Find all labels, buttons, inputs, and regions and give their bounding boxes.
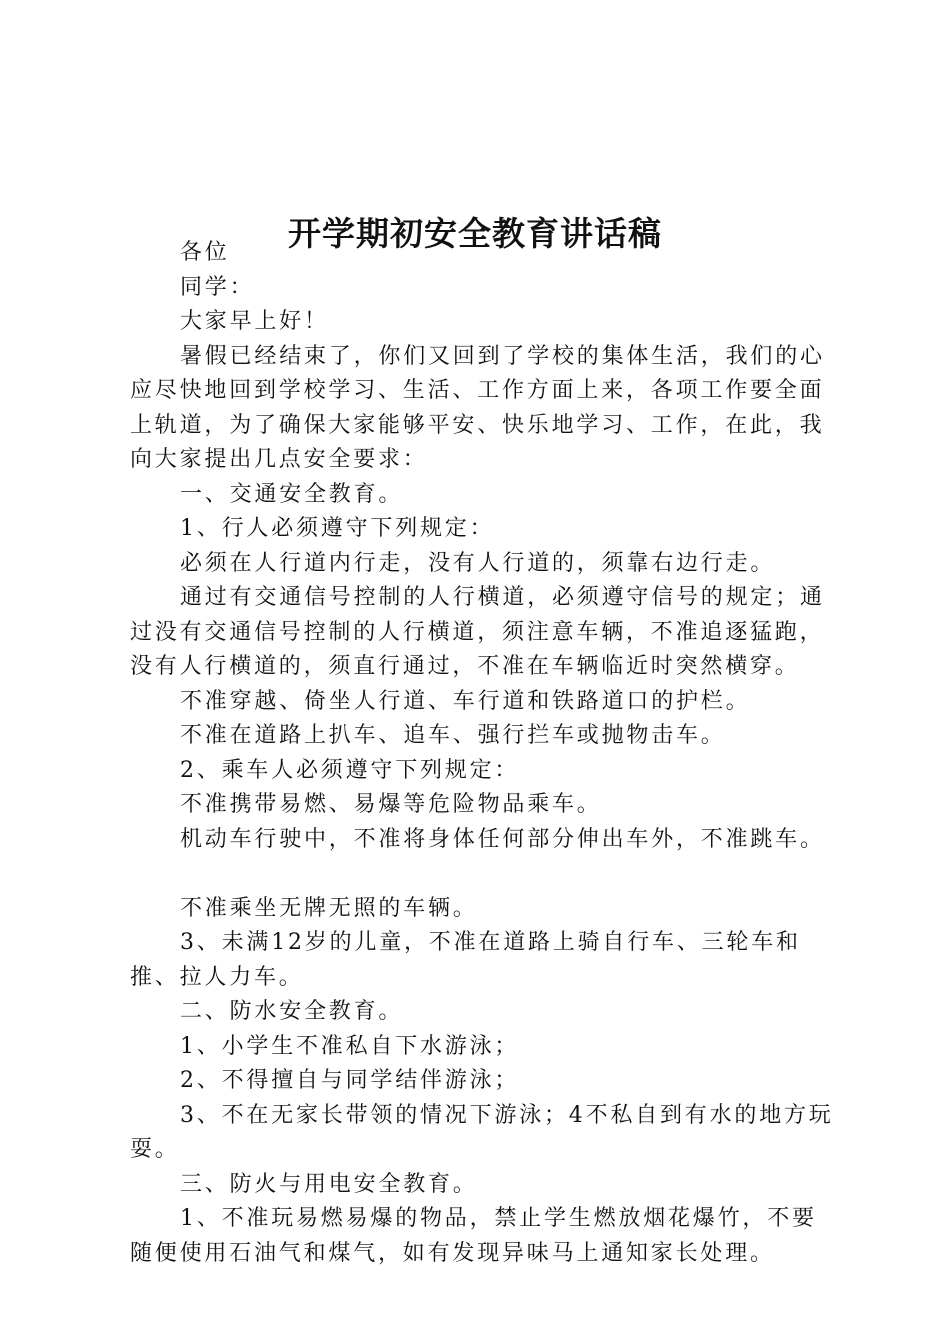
- paragraph: 1、不准玩易燃易爆的物品，禁止学生燃放烟花爆竹，不要随便使用石油气和煤气，如有发现异味马上通知家长处理。: [130, 1206, 817, 1266]
- section-heading-traffic: 一、交通安全教育。: [180, 481, 404, 507]
- paragraph: 不准在道路上扒车、追车、强行拦车或抛物击车。: [180, 723, 726, 748]
- intro-paragraph: 暑假已经结束了，你们又回到了学校的集体生活，我们的心应尽快地回到学校学习、生活、工作方面上来，各项工作要全面上轨道，为了确保大家能够平安、快乐地学习、工作，在此，我向大家提出几点安全要求：: [130, 343, 825, 472]
- paragraph: 3、未满12岁的儿童，不准在道路上骑自行车、三轮车和推、拉人力车。: [130, 930, 801, 990]
- blank-line: [130, 857, 838, 892]
- greeting-line-2: 同学：: [180, 274, 255, 300]
- paragraph: 2、不得擅自与同学结伴游泳；: [180, 1068, 520, 1093]
- paragraph: 1、小学生不准私自下水游泳；: [180, 1033, 520, 1059]
- paragraph: 必须在人行道内行走，没有人行道的，须靠右边行走。: [180, 550, 776, 576]
- paragraph: 不准穿越、倚坐人行道、车行道和铁路道口的护栏。: [180, 688, 751, 714]
- paragraph: 机动车行驶中，不准将身体任何部分伸出车外，不准跳车。: [180, 826, 825, 852]
- section-heading-fire: 三、防火与用电安全教育。: [180, 1171, 478, 1197]
- greeting-line-3: 大家早上好！: [180, 309, 329, 334]
- subheading-passenger: 2、乘车人必须遵守下列规定：: [180, 757, 520, 783]
- paragraph: 3、不在无家长带领的情况下游泳；4不私自到有水的地方玩耍。: [130, 1102, 834, 1162]
- subheading-pedestrian: 1、行人必须遵守下列规定：: [180, 516, 495, 541]
- section-heading-water: 二、防水安全教育。: [180, 999, 404, 1024]
- document-body: [130, 236, 838, 1271]
- paragraph: 不准携带易燃、易爆等危险物品乘车。: [180, 792, 602, 817]
- document-title: 开学期初安全教育讲话稿: [288, 214, 662, 254]
- paragraph: 通过有交通信号控制的人行横道，必须遵守信号的规定；通过没有交通信号控制的人行横道，须注意车辆，不准追逐猛跑，没有人行横道的，须直行通过，不准在车辆临近时突然横穿。: [130, 585, 825, 679]
- greeting-line-1: 各位: [180, 240, 230, 265]
- paragraph: 不准乘坐无牌无照的车辆。: [180, 895, 478, 921]
